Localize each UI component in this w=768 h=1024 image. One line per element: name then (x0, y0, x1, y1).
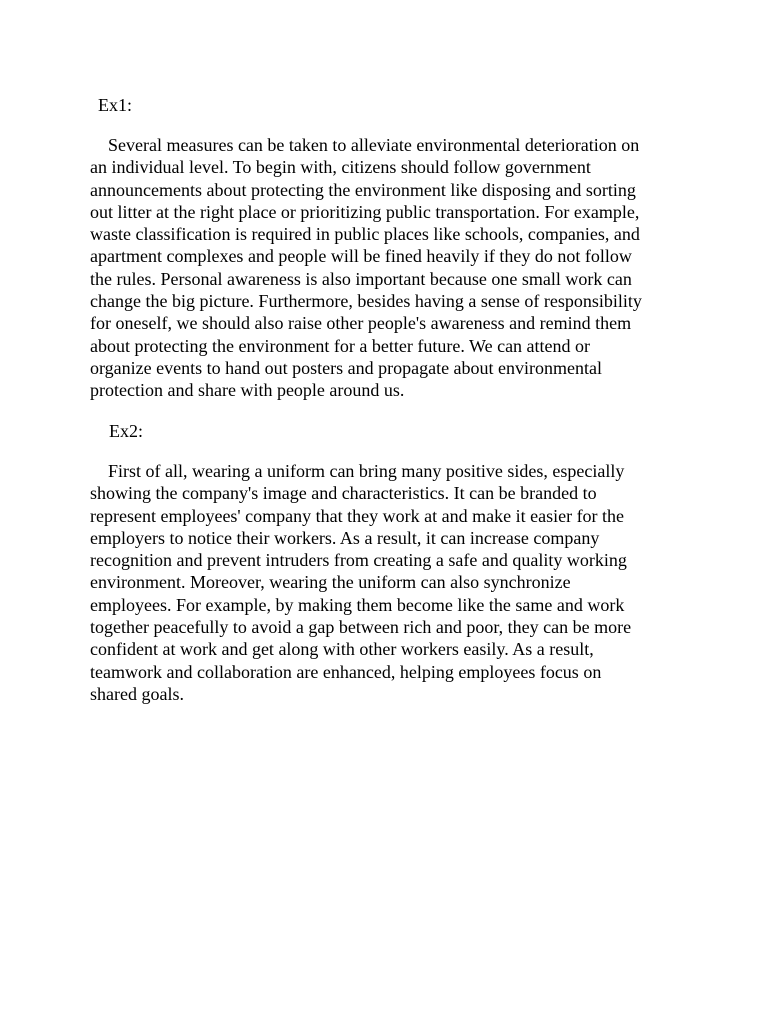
paragraph-line: confident at work and get along with other workers easily. As a result, (90, 639, 594, 660)
paragraph-line: First of all, wearing a uniform can bring many positive sides, especially (90, 461, 625, 481)
section-heading-ex2: Ex2: (109, 421, 143, 441)
paragraph-line: about protecting the environment for a better future. We can attend or (90, 335, 591, 356)
paragraph-line: environment. Moreover, wearing the uniform can also synchronize (90, 572, 571, 593)
paragraph-line: waste classification is required in public places like schools, companies, and (90, 224, 640, 245)
paragraph-line: the rules. Personal awareness is also important because one small work can (90, 268, 632, 289)
paragraph-line: protection and share with people around us. (90, 380, 405, 401)
paragraph-line: for oneself, we should also raise other people's awareness and remind them (90, 313, 632, 334)
paragraph-line: apartment complexes and people will be fined heavily if they do not follow (90, 246, 632, 267)
paragraph-line: recognition and prevent intruders from creating a safe and quality working (90, 550, 627, 571)
paragraph-line: employers to notice their workers. As a result, it can increase company (90, 527, 600, 548)
paragraph-line: represent employees' company that they work at and make it easier for the (90, 505, 625, 526)
paragraph-line: teamwork and collaboration are enhanced, helping employees focus on (90, 661, 602, 682)
paragraph-ex2 (90, 460, 680, 705)
paragraph-line: together peacefully to avoid a gap between rich and poor, they can be more (90, 617, 632, 638)
paragraph-line: out litter at the right place or prioritizing public transportation. For example, (90, 201, 640, 222)
section-heading-ex1: Ex1: (98, 95, 132, 115)
paragraph-line: showing the company's image and characteristics. It can be branded to (90, 483, 597, 504)
paragraph-line: announcements about protecting the environment like disposing and sorting (90, 179, 636, 200)
paragraph-line: change the big picture. Furthermore, besides having a sense of responsibility (90, 291, 642, 312)
paragraph-line: organize events to hand out posters and propagate about environmental (90, 357, 603, 378)
paragraph-ex1 (90, 134, 680, 402)
paragraph-line: Several measures can be taken to alleviate environmental deterioration on (90, 135, 640, 155)
paragraph-line: shared goals. (90, 683, 184, 704)
paragraph-line: an individual level. To begin with, citizens should follow government (90, 157, 591, 178)
paragraph-line: employees. For example, by making them become like the same and work (90, 594, 625, 615)
